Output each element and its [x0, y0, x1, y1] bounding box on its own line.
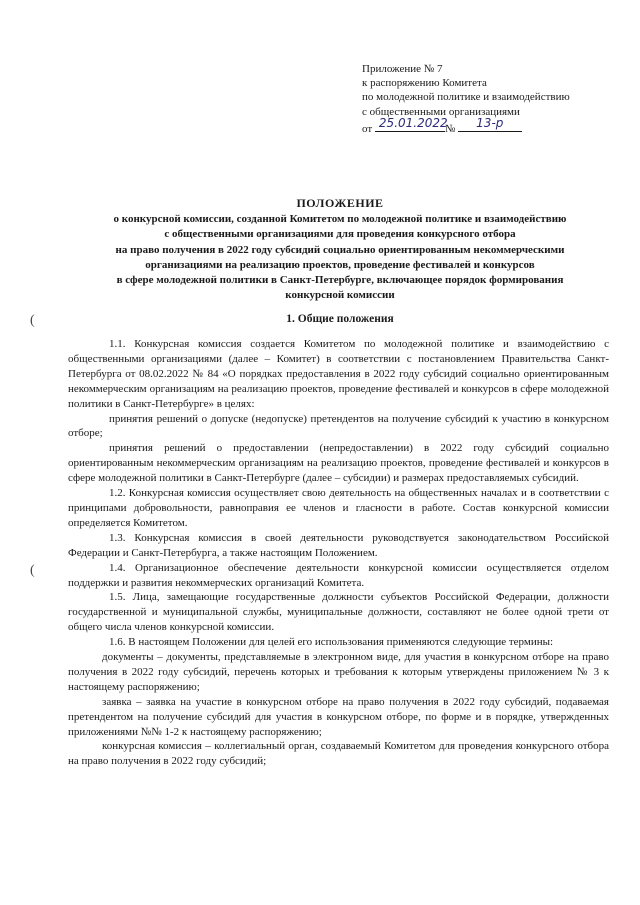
document-title [60, 196, 620, 303]
title-heading: ПОЛОЖЕНИЕ [296, 196, 384, 210]
paragraph-purpose-1: принятия решений о допуске (недопуске) претендентов на получение субсидий к участию в конкурсном отборе; [68, 412, 609, 440]
paragraph-1-1: 1.1. Конкурсная комиссия создается Комитетом по молодежной политике и взаимодействию с общественными организациями (далее – Комитет) в соответствии с постановлением Правительства Санкт-Петербурга от 08.02.2022 № 84 «О порядках предоставления в 2022 году субсидий социально ориентированным некоммерческим организациям на реализацию проектов, проведение фестивалей и конкурсов в сфере молодежной политики в Санкт-Петербурге» в целях: [68, 338, 609, 410]
annex-title: Приложение № 7 [362, 63, 443, 75]
annex-date-line [362, 115, 622, 136]
date-prefix: от [362, 122, 373, 135]
number-prefix: № [444, 122, 456, 135]
handwritten-date: 25.01.2022 [378, 115, 448, 130]
definition-commission: конкурсная комиссия – коллегиальный орган, создаваемый Комитетом для проведения конкурсного отбора на право получения в 2022 году субсидий; [68, 740, 609, 768]
annex-line: по молодежной политике и взаимодействию [362, 91, 570, 104]
paragraph-1-3: 1.3. Конкурсная комиссия в своей деятельности руководствуется законодательством Российской Федерации и Санкт-Петербурга, а также настоящим Положением. [68, 531, 609, 559]
title-line: на право получения в 2022 году субсидий социально ориентированным некоммерческими [115, 243, 565, 256]
section-heading: 1. Общие положения [286, 313, 394, 325]
annex-block [362, 62, 622, 136]
paragraph-1-6: 1.6. В настоящем Положении для целей его использования применяются следующие термины: [109, 636, 554, 649]
paragraph-purpose-2: принятия решений о предоставлении (непредоставлении) в 2022 году субсидий социально ориентированным некоммерческим организациям на реализацию проектов, проведение фестивалей и конкурсов в сфере молодежной политики в Санкт-Петербурге (далее – субсидии) и размерах предоставляемых субсидий. [68, 442, 609, 485]
annex-line: с общественными организациями [362, 105, 520, 118]
title-line: организациями на реализацию проектов, проведение фестивалей и конкурсов [145, 258, 535, 271]
document-body [68, 337, 609, 769]
annex-line: к распоряжению Комитета [362, 77, 487, 90]
handwritten-number: 13-р [476, 115, 504, 130]
paragraph-1-2: 1.2. Конкурсная комиссия осуществляет свою деятельность на общественных началах и в соответствии с принципами добровольности, равноправия ее членов и гласности в работе. Состав конкурсной комиссии определяется Комитетом. [68, 487, 609, 529]
title-line: о конкурсной комиссии, созданной Комитетом по молодежной политике и взаимодействию [113, 213, 567, 226]
paragraph-1-5: 1.5. Лица, замещающие государственные должности субъектов Российской Федерации, должности государственной и муниципальной службы, муниципальные должности, составляют не более одной трети от общего числа членов конкурсной комиссии. [68, 591, 609, 634]
title-line: в сфере молодежной политики в Санкт-Петербурге, включающее порядок формирования [116, 274, 564, 287]
margin-bracket-mark: ( [30, 313, 35, 328]
date-field [375, 115, 448, 132]
definition-application: заявка – заявка на участие в конкурсном отборе на право получения в 2022 году субсидий, подаваемая претендентом на получение субсидий для участия в конкурсном отборе, по форме и в порядке, утвержденных приложениями №№ 1-2 к настоящему распоряжению; [68, 695, 609, 738]
paragraph-1-4: 1.4. Организационное обеспечение деятельности конкурсной комиссии осуществляется отделом поддержки и развития некоммерческих организаций Комитета. [68, 561, 609, 589]
definition-documents: документы – документы, представляемые в электронном виде, для участия в конкурсном отборе на право получения в 2022 году субсидий, перечень которых и требования к которым утверждены приложением № 3 к настоящему распоряжению; [68, 651, 609, 693]
number-field [458, 115, 522, 132]
margin-bracket-mark: ( [30, 563, 35, 578]
title-line: с общественными организациями для проведения конкурсного отбора [164, 228, 516, 241]
title-line: конкурсной комиссии [285, 289, 395, 302]
